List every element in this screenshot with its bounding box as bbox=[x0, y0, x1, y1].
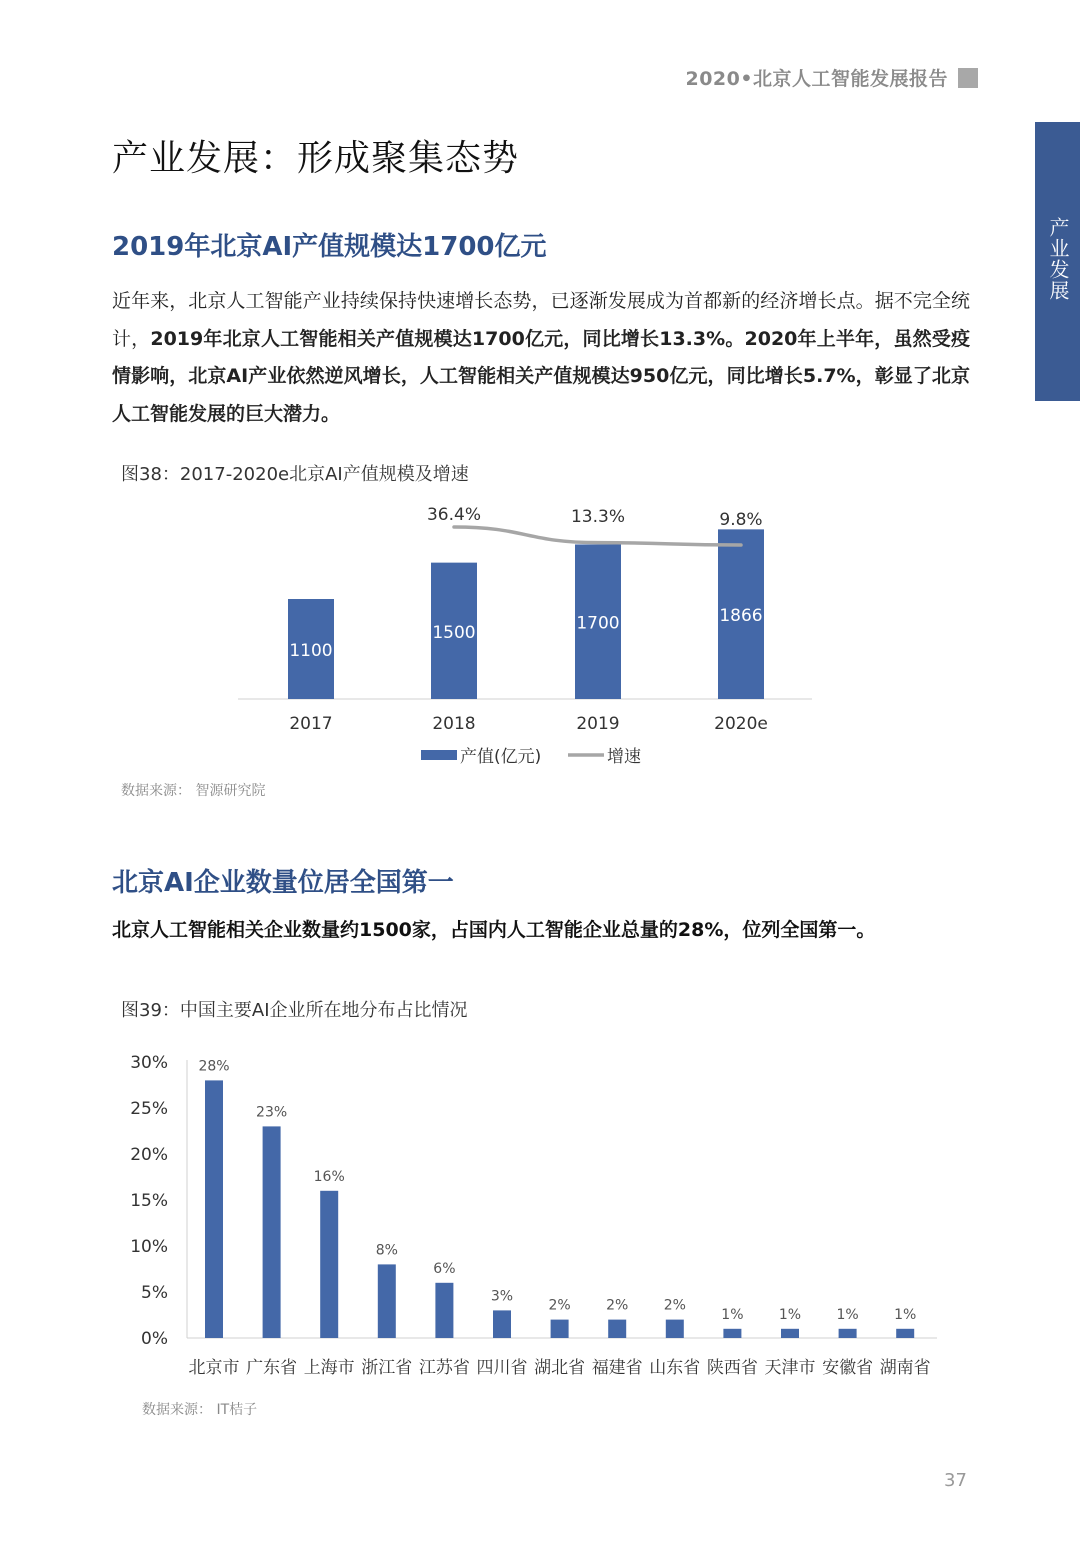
bar-浙江省 bbox=[378, 1264, 396, 1338]
y-tick-label: 25% bbox=[130, 1099, 168, 1119]
page-number: 37 bbox=[944, 1470, 967, 1491]
legend-line-label: 增速 bbox=[607, 747, 641, 767]
y-tick-label: 0% bbox=[141, 1329, 168, 1349]
bar-value-label: 3% bbox=[490, 1288, 514, 1305]
x-tick-label: 江苏省 bbox=[418, 1358, 470, 1378]
x-tick-label: 广东省 bbox=[246, 1358, 298, 1378]
bar-value-label: 28% bbox=[198, 1058, 230, 1075]
section-paragraph-output bbox=[112, 283, 970, 433]
bar-value-label: 8% bbox=[375, 1242, 398, 1259]
legend-bar-label: 产值(亿元) bbox=[460, 747, 542, 767]
x-tick-label: 山东省 bbox=[649, 1358, 701, 1378]
bar-value-label: 1700 bbox=[576, 613, 620, 634]
x-tick-label: 湖南省 bbox=[879, 1358, 931, 1378]
bar-山东省 bbox=[666, 1320, 684, 1338]
paragraph-normal-text: 近年来，北京人工智能产业持续保持快速增长态势，已逐渐发展成为首都新的经济增长点。据不完全统计， bbox=[112, 290, 970, 350]
x-tick-label: 2017 bbox=[289, 714, 333, 734]
y-tick-label: 15% bbox=[130, 1191, 168, 1211]
bar-江苏省 bbox=[435, 1283, 453, 1338]
bar-陕西省 bbox=[723, 1329, 741, 1338]
section-heading-companies: 北京AI企业数量位居全国第一 bbox=[112, 868, 454, 898]
legend-bar-swatch bbox=[421, 750, 457, 760]
x-tick-label: 天津市 bbox=[764, 1358, 816, 1378]
x-tick-label: 四川省 bbox=[476, 1358, 528, 1378]
x-tick-label: 浙江省 bbox=[361, 1358, 413, 1378]
side-section-tab-label: 产业发展 bbox=[1046, 217, 1070, 301]
y-tick-label: 5% bbox=[141, 1283, 168, 1303]
bar-湖北省 bbox=[551, 1320, 569, 1338]
bar-广东省 bbox=[263, 1126, 281, 1338]
section-lead-companies: 北京人工智能相关企业数量约1500家，占国内人工智能企业总量的28%，位列全国第一。 bbox=[112, 919, 876, 941]
bar-安徽省 bbox=[839, 1329, 857, 1338]
figure38-source: 数据来源： 智源研究院 bbox=[121, 783, 266, 799]
bar-value-label: 16% bbox=[313, 1168, 345, 1185]
x-tick-label: 安徽省 bbox=[822, 1358, 874, 1378]
growth-rate-label: 36.4% bbox=[426, 505, 482, 525]
section-heading-output: 2019年北京AI产值规模达1700亿元 bbox=[112, 232, 547, 262]
figure39-caption: 图39：中国主要AI企业所在地分布占比情况 bbox=[121, 1000, 468, 1021]
figure39-source: 数据来源： IT桔子 bbox=[142, 1402, 258, 1418]
growth-rate-label: 9.8% bbox=[719, 510, 763, 530]
bar-value-label: 1866 bbox=[719, 606, 763, 627]
bar-上海市 bbox=[320, 1191, 338, 1338]
report-header-title: 2020•北京人工智能发展报告 bbox=[685, 68, 948, 90]
header-square-icon bbox=[958, 68, 978, 88]
y-tick-label: 30% bbox=[130, 1053, 168, 1073]
bar-value-label: 23% bbox=[256, 1104, 288, 1121]
bar-value-label: 2% bbox=[663, 1297, 686, 1314]
bar-value-label: 1500 bbox=[432, 622, 476, 643]
y-tick-label: 10% bbox=[130, 1237, 168, 1257]
growth-line bbox=[454, 527, 741, 545]
bar-北京市 bbox=[205, 1080, 223, 1338]
bar-value-label: 1% bbox=[836, 1306, 859, 1323]
x-tick-label: 福建省 bbox=[591, 1358, 643, 1378]
growth-rate-label: 13.3% bbox=[570, 507, 626, 527]
y-tick-label: 20% bbox=[130, 1145, 168, 1165]
bar-value-label: 1% bbox=[778, 1306, 802, 1323]
chart-company-distribution bbox=[0, 1040, 1080, 1390]
x-tick-label: 陕西省 bbox=[706, 1358, 758, 1378]
bar-福建省 bbox=[608, 1320, 626, 1338]
paragraph-bold-text: 2019年北京人工智能相关产值规模达1700亿元，同比增长13.3%。2020年上半年，虽然受疫情影响，北京AI产业依然逆风增长，人工智能相关产值规模达950亿元，同比增长5.7%，彰显了北京人工智能发展的巨大潜力。 bbox=[112, 327, 970, 425]
page-title: 产业发展：形成聚集态势 bbox=[112, 138, 520, 179]
bar-湖南省 bbox=[896, 1329, 914, 1338]
bar-value-label: 2% bbox=[606, 1297, 629, 1314]
bar-value-label: 1% bbox=[721, 1306, 744, 1323]
chart-output-growth bbox=[0, 490, 1080, 780]
x-tick-label: 上海市 bbox=[303, 1358, 355, 1378]
figure38-caption: 图38：2017-2020e北京AI产值规模及增速 bbox=[121, 464, 469, 485]
bar-value-label: 1% bbox=[894, 1306, 917, 1323]
bar-value-label: 1100 bbox=[289, 641, 333, 661]
x-tick-label: 2020e bbox=[714, 714, 768, 734]
bar-value-label: 2% bbox=[548, 1297, 571, 1314]
x-tick-label: 2019 bbox=[576, 714, 620, 734]
x-tick-label: 湖北省 bbox=[534, 1358, 586, 1378]
bar-value-label: 6% bbox=[433, 1260, 456, 1277]
bar-四川省 bbox=[493, 1310, 511, 1338]
x-tick-label: 2018 bbox=[432, 714, 476, 734]
x-tick-label: 北京市 bbox=[188, 1358, 240, 1378]
side-section-tab bbox=[1035, 122, 1080, 401]
bar-天津市 bbox=[781, 1329, 799, 1338]
